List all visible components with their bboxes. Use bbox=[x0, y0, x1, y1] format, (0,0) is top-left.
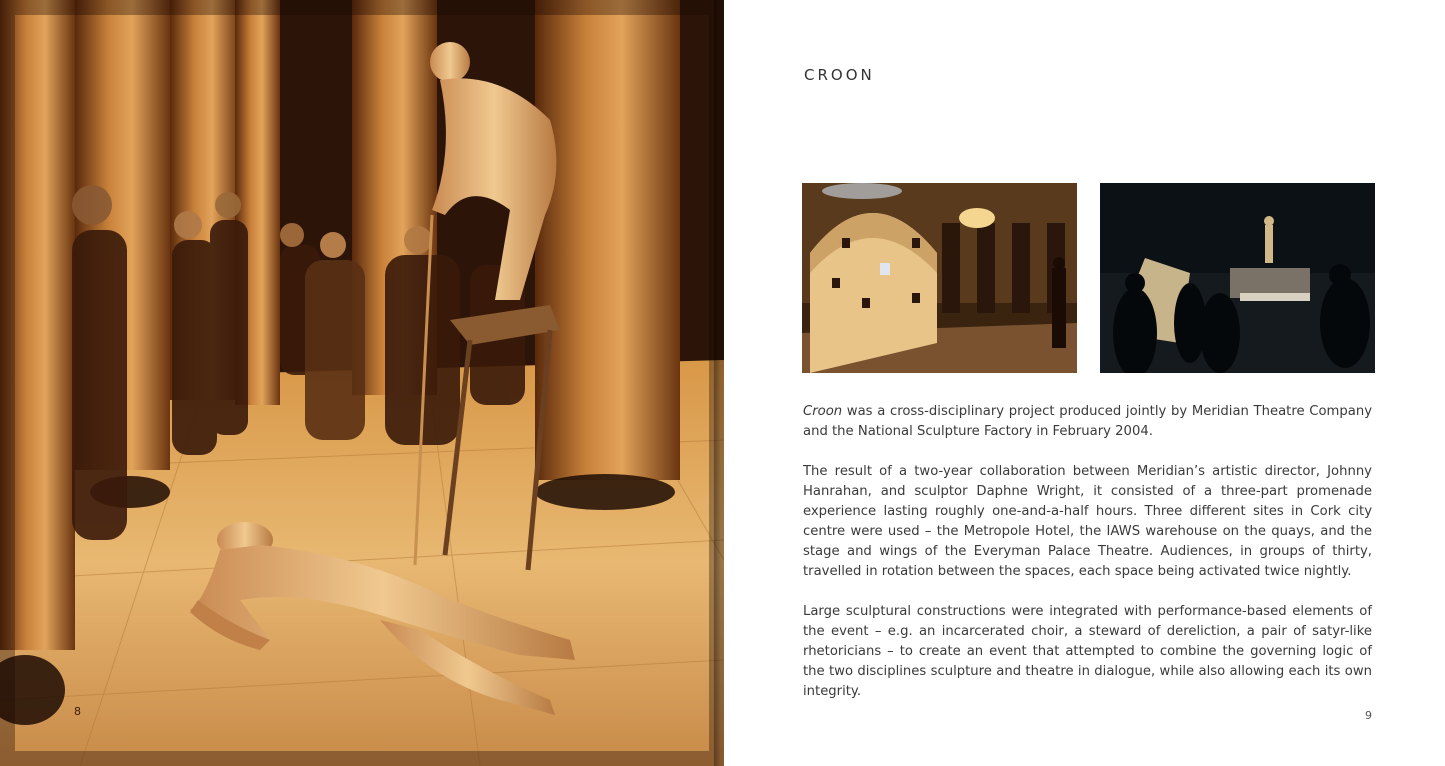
paragraph-1 bbox=[803, 402, 1372, 442]
paragraph-2: The result of a two-year collaboration between Meridian’s artistic director, Johnny Hanrahan, and sculptor Daphne Wright, it consisted of a three-part promenade experience lasting roughly one-and-a-half hours. Three different sites in Cork city centre were used – the Metropole Hotel, the IAWS warehouse on the quays, and the stage and wings of the Everyman Palace Theatre. Audiences, in groups of thirty, travelled in rotation between the spaces, each space being activated twice nightly. bbox=[803, 464, 1372, 579]
photo-iaws-warehouse bbox=[1100, 183, 1375, 373]
photo-metropole-hotel bbox=[802, 183, 1077, 373]
body-text bbox=[803, 402, 1372, 722]
right-page bbox=[726, 0, 1445, 766]
section-title: CROON bbox=[804, 66, 875, 84]
page-number-right: 9 bbox=[1365, 709, 1372, 722]
page-number-left: 8 bbox=[74, 705, 81, 718]
project-name-italic: Croon bbox=[803, 404, 843, 419]
paragraph-3: Large sculptural constructions were integrated with performance-based elements of the event – e.g. an incarcerated choir, a steward of dereliction, a pair of satyr-like rhetoricians – to create an event that attempted to combine the governing logic of the two disciplines sculpture and theatre in dialogue, while also allowing each its own integrity. bbox=[803, 604, 1372, 699]
column bbox=[535, 0, 680, 480]
page-gutter bbox=[714, 0, 724, 766]
paragraph-1-text: was a cross-disciplinary project produced jointly by Meridian Theatre Company and the National Sculpture Factory in February 2004. bbox=[803, 404, 1372, 439]
